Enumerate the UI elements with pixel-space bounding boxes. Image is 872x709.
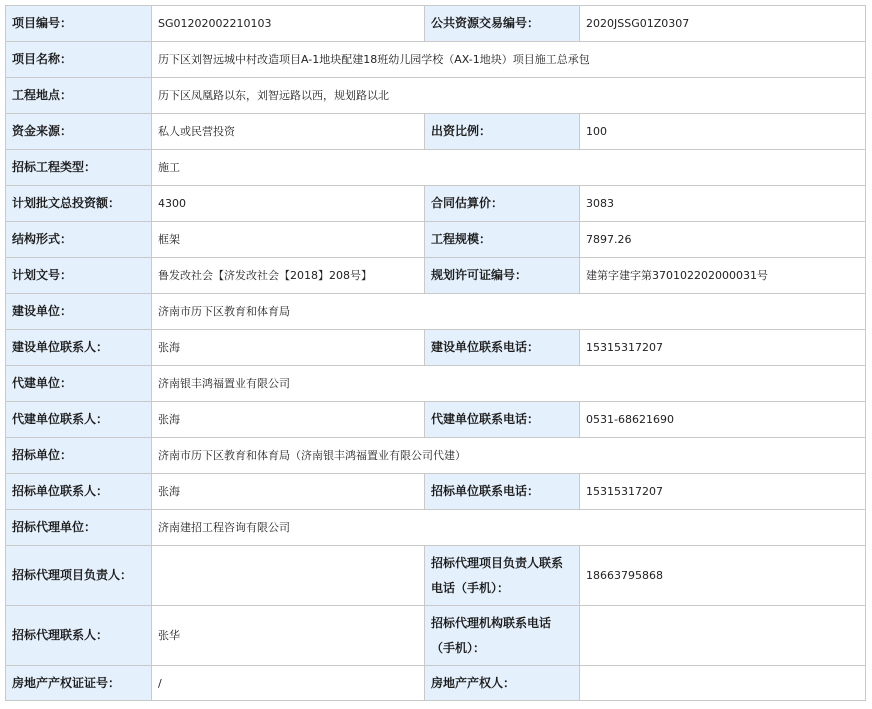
- row-builder-contact: [6, 330, 866, 366]
- row-tenderer: [6, 438, 866, 474]
- property-owner-label: 房地产产权人：: [425, 666, 580, 701]
- row-tenderer-contact: [6, 474, 866, 510]
- project-name-value: 历下区刘智远城中村改造项目A-1地块配建18班幼儿园学校（AX-1地块）项目施工总承包: [152, 42, 866, 78]
- tender-type-label: 招标工程类型：: [6, 150, 152, 186]
- agency-contact-label: 招标代理联系人：: [6, 606, 152, 666]
- trade-number-label: 公共资源交易编号：: [425, 6, 580, 42]
- row-agency-contact: [6, 606, 866, 666]
- project-number-label: 项目编号：: [6, 6, 152, 42]
- agency-manager-phone-value: 18663795868: [580, 546, 866, 606]
- funding-source-label: 资金来源：: [6, 114, 152, 150]
- agent-builder-phone-value: 0531-68621690: [580, 402, 866, 438]
- property-cert-value: /: [152, 666, 425, 701]
- tenderer-label: 招标单位：: [6, 438, 152, 474]
- agency-phone-value: [580, 606, 866, 666]
- agency-manager-phone-label-line2: 电话（手机）：: [431, 580, 510, 595]
- agency-phone-label-line2: （手机）：: [431, 640, 486, 655]
- contract-estimate-label: 合同估算价：: [425, 186, 580, 222]
- tenderer-contact-value: 张海: [152, 474, 425, 510]
- builder-contact-label: 建设单位联系人：: [6, 330, 152, 366]
- tenderer-phone-label: 招标单位联系电话：: [425, 474, 580, 510]
- row-structure: [6, 222, 866, 258]
- total-investment-label: 计划批文总投资额：: [6, 186, 152, 222]
- row-site: [6, 78, 866, 114]
- builder-phone-label: 建设单位联系电话：: [425, 330, 580, 366]
- trade-number-value: 2020JSSG01Z0307: [580, 6, 866, 42]
- scale-value: 7897.26: [580, 222, 866, 258]
- tenderer-value: 济南市历下区教育和体育局（济南银丰鸿福置业有限公司代建）: [152, 438, 866, 474]
- row-project-number: [6, 6, 866, 42]
- agency-phone-label: [425, 606, 580, 666]
- project-number-value: SG01202002210103: [152, 6, 425, 42]
- property-owner-value: [580, 666, 866, 701]
- site-value: 历下区凤凰路以东，刘智远路以西，规划路以北: [152, 78, 866, 114]
- row-plan-doc: [6, 258, 866, 294]
- total-investment-value: 4300: [152, 186, 425, 222]
- row-builder: [6, 294, 866, 330]
- contract-estimate-value: 3083: [580, 186, 866, 222]
- agent-builder-value: 济南银丰鸿福置业有限公司: [152, 366, 866, 402]
- agency-manager-phone-label-line1: 招标代理项目负责人联系: [431, 555, 564, 570]
- structure-label: 结构形式：: [6, 222, 152, 258]
- row-agent-builder-contact: [6, 402, 866, 438]
- agency-contact-value: 张华: [152, 606, 425, 666]
- tender-agency-label: 招标代理单位：: [6, 510, 152, 546]
- tenderer-contact-label: 招标单位联系人：: [6, 474, 152, 510]
- builder-phone-value: 15315317207: [580, 330, 866, 366]
- agent-builder-phone-label: 代建单位联系电话：: [425, 402, 580, 438]
- agency-phone-label-line1: 招标代理机构联系电话: [431, 615, 552, 630]
- scale-label: 工程规模：: [425, 222, 580, 258]
- row-funding: [6, 114, 866, 150]
- agent-builder-contact-label: 代建单位联系人：: [6, 402, 152, 438]
- row-agent-builder: [6, 366, 866, 402]
- project-info-table: [5, 5, 866, 701]
- row-investment: [6, 186, 866, 222]
- builder-label: 建设单位：: [6, 294, 152, 330]
- agency-manager-label: 招标代理项目负责人：: [6, 546, 152, 606]
- builder-contact-value: 张海: [152, 330, 425, 366]
- plan-doc-value: 鲁发改社会【济发改社会【2018】208号】: [152, 258, 425, 294]
- tender-type-value: 施工: [152, 150, 866, 186]
- structure-value: 框架: [152, 222, 425, 258]
- tenderer-phone-value: 15315317207: [580, 474, 866, 510]
- funding-source-value: 私人或民营投资: [152, 114, 425, 150]
- funding-ratio-value: 100: [580, 114, 866, 150]
- tender-agency-value: 济南建招工程咨询有限公司: [152, 510, 866, 546]
- permit-number-value: 建第字建字第370102202000031号: [580, 258, 866, 294]
- agency-manager-phone-label: [425, 546, 580, 606]
- project-name-label: 项目名称：: [6, 42, 152, 78]
- agent-builder-contact-value: 张海: [152, 402, 425, 438]
- plan-doc-label: 计划文号：: [6, 258, 152, 294]
- funding-ratio-label: 出资比例：: [425, 114, 580, 150]
- permit-number-label: 规划许可证编号：: [425, 258, 580, 294]
- row-tender-agency: [6, 510, 866, 546]
- builder-value: 济南市历下区教育和体育局: [152, 294, 866, 330]
- project-info-panel: [5, 5, 865, 701]
- row-tender-type: [6, 150, 866, 186]
- property-cert-label: 房地产产权证证号：: [6, 666, 152, 701]
- agency-manager-value: [152, 546, 425, 606]
- row-agency-manager: [6, 546, 866, 606]
- row-property: [6, 666, 866, 701]
- agent-builder-label: 代建单位：: [6, 366, 152, 402]
- row-project-name: [6, 42, 866, 78]
- site-label: 工程地点：: [6, 78, 152, 114]
